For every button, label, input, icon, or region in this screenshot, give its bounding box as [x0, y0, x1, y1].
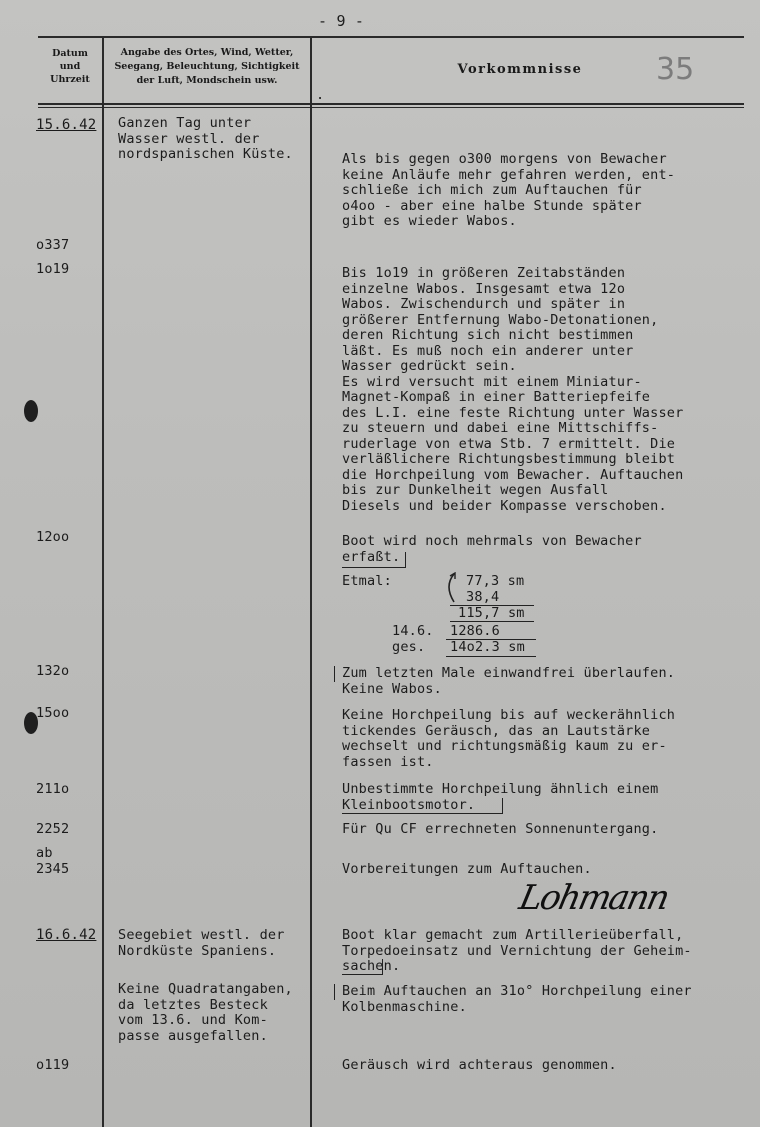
location-block-10: [118, 928, 285, 959]
header-dot: .: [316, 87, 325, 103]
event-line: zu steuern und dabei eine Mittschiffs-: [342, 420, 659, 436]
event-underline: [342, 813, 502, 814]
event-line: ruderlage von etwa Stb. 7 ermittelt. Die: [342, 435, 676, 452]
event-line: Es wird versucht mit einem Miniatur-: [342, 373, 642, 390]
event-block-4: [342, 534, 642, 565]
event-line: Unbestimmte Horchpeilung ähnlich einem: [342, 781, 659, 797]
time-0119: o119: [36, 1057, 70, 1073]
event-line: Beim Auftauchen an 31o° Horchpeilung einer: [342, 983, 692, 999]
header-ort-line: Seegang, Beleuchtung, Sichtigkeit: [114, 61, 300, 72]
time-line: 2345: [36, 860, 70, 877]
event-line: Wabos. Zwischendurch und später in: [342, 296, 626, 312]
header-top-rule: [38, 36, 744, 38]
time-1320: 132o: [36, 663, 70, 679]
time-2252: 2252: [36, 821, 70, 837]
event-bracket: [405, 552, 407, 568]
event-bracket: [334, 984, 335, 1000]
event-block-7: [342, 782, 658, 813]
header-datum: [40, 47, 100, 86]
event-line: Kolbenmaschine.: [342, 998, 467, 1015]
event-line: Magnet-Kompaß in einer Batteriepfeife: [342, 389, 651, 405]
event-bracket: [334, 666, 335, 682]
event-line: Vorbereitungen zum Auftauchen.: [342, 861, 592, 877]
event-block-3: [342, 266, 683, 514]
event-line: bis zur Dunkelheit wegen Ausfall: [342, 482, 609, 498]
event-line: Für Qu CF errechneten Sonnenuntergang.: [342, 821, 659, 837]
header-ort-line: Angabe des Ortes, Wind, Wetter,: [120, 47, 294, 58]
header-bottom-rule-2: [38, 107, 744, 108]
location-line: Ganzen Tag unter: [118, 115, 252, 131]
header-bottom-rule: [38, 103, 744, 105]
event-line: deren Richtung sich nicht bestimmen: [342, 327, 634, 343]
event-line: Geräusch wird achteraus genommen.: [342, 1057, 617, 1073]
time-0337: o337: [36, 237, 70, 253]
etmal-value-3: 1286.6: [450, 623, 500, 639]
event-line: läßt. Es muß noch ein anderer unter: [342, 342, 634, 359]
event-line: wechselt und richtungsmäßig kaum zu er-: [342, 738, 667, 754]
date-16-6-42: 16.6.42: [36, 927, 97, 943]
etmal-total-rule-2: [446, 656, 536, 657]
event-line: verläßlichere Richtungsbestimmung bleibt: [342, 451, 676, 467]
page-stamp-number: 35: [656, 52, 695, 87]
etmal-total: 14o2.3 sm: [450, 639, 525, 655]
event-line: Als bis gegen o300 morgens von Bewacher: [342, 151, 667, 167]
location-line: nordspanischen Küste.: [118, 146, 293, 162]
location-block-11: [118, 982, 293, 1044]
event-line: Bis 1o19 in größeren Zeitabständen: [342, 265, 626, 281]
event-line: Keine Horchpeilung bis auf weckerähnlich: [342, 707, 676, 723]
column-divider-2: [310, 36, 312, 1127]
column-divider-1: [102, 36, 104, 1127]
etmal-sum-rule-2: [450, 621, 534, 622]
event-block-6: [342, 708, 675, 770]
location-line: Keine Quadratangaben,: [118, 981, 293, 997]
event-line: Torpedoeinsatz und Vernichtung der Geheim-: [342, 942, 692, 959]
header-vorkommnisse: Vorkommnisse: [457, 62, 583, 77]
event-line: tickendes Geräusch, das an Lautstärke: [342, 722, 651, 739]
event-bracket: [382, 959, 384, 975]
punch-hole: [24, 400, 38, 422]
page-number: - 9 -: [318, 12, 365, 30]
event-line: erfaßt.: [342, 548, 401, 565]
event-underline: [342, 567, 406, 568]
event-bracket: [502, 798, 504, 814]
time-ab-2345: [36, 846, 69, 877]
event-block-10: [342, 928, 692, 975]
event-line: gibt es wieder Wabos.: [342, 213, 517, 229]
event-line: Zum letzten Male einwandfrei überlaufen.: [342, 665, 676, 681]
location-line: Seegebiet westl. der: [118, 927, 285, 943]
event-line: größerer Entfernung Wabo-Detonationen,: [342, 311, 659, 328]
event-line: o4oo - aber eine halbe Stunde später: [342, 197, 642, 214]
event-block-5: [342, 666, 675, 697]
location-line: Wasser westl. der: [118, 130, 260, 147]
event-line: Boot wird noch mehrmals von Bewacher: [342, 533, 642, 549]
event-line: keine Anläufe mehr gefahren werden, ent-: [342, 166, 676, 183]
event-line: die Horchpeilung vom Bewacher. Auftauchen: [342, 466, 684, 483]
event-line: sachen.: [342, 958, 401, 974]
header-datum-line: Datum: [52, 48, 88, 59]
location-line: Nordküste Spaniens.: [118, 942, 277, 959]
time-line: ab: [36, 845, 53, 861]
location-block-1: [118, 116, 293, 163]
header-datum-line: Uhrzeit: [50, 74, 90, 85]
etmal-sum: 115,7 sm: [458, 605, 525, 621]
signature: Lohmann: [515, 878, 672, 918]
time-2110: 211o: [36, 781, 70, 797]
event-block-1: [342, 152, 675, 230]
time-1019: 1o19: [36, 261, 70, 277]
event-line: des L.I. eine feste Richtung unter Wasser: [342, 404, 684, 421]
event-line: Kleinbootsmotor.: [342, 796, 476, 813]
time-1200: 12oo: [36, 529, 70, 545]
etmal-label: Etmal:: [342, 573, 392, 589]
event-line: fassen ist.: [342, 753, 434, 770]
header-ort-line: der Luft, Mondschein usw.: [136, 75, 278, 86]
date-15-6-42: 15.6.42: [36, 117, 97, 133]
event-block-11: [342, 984, 692, 1015]
etmal-value-2: 38,4: [466, 589, 500, 605]
etmal-date: 14.6.: [392, 623, 434, 639]
event-line: Diesels und beider Kompasse verschoben.: [342, 497, 667, 514]
etmal-ges-label: ges.: [392, 639, 426, 655]
etmal-arrow-icon: [440, 572, 460, 608]
event-line: Boot klar gemacht zum Artillerieüberfall,: [342, 927, 684, 943]
header-ort: [106, 46, 308, 88]
location-line: passe ausgefallen.: [118, 1027, 268, 1044]
event-line: schließe ich mich zum Auftauchen für: [342, 182, 642, 198]
location-line: vom 13.6. und Kom-: [118, 1012, 268, 1028]
event-line: Wasser gedrückt sein.: [342, 358, 517, 374]
time-1500: 15oo: [36, 705, 70, 721]
location-line: da letztes Besteck: [118, 996, 268, 1013]
event-line: einzelne Wabos. Insgesamt etwa 12o: [342, 280, 626, 297]
header-datum-line: und: [59, 61, 81, 72]
event-line: Keine Wabos.: [342, 680, 442, 697]
event-underline: [342, 974, 382, 975]
etmal-value-1: 77,3 sm: [466, 573, 525, 589]
